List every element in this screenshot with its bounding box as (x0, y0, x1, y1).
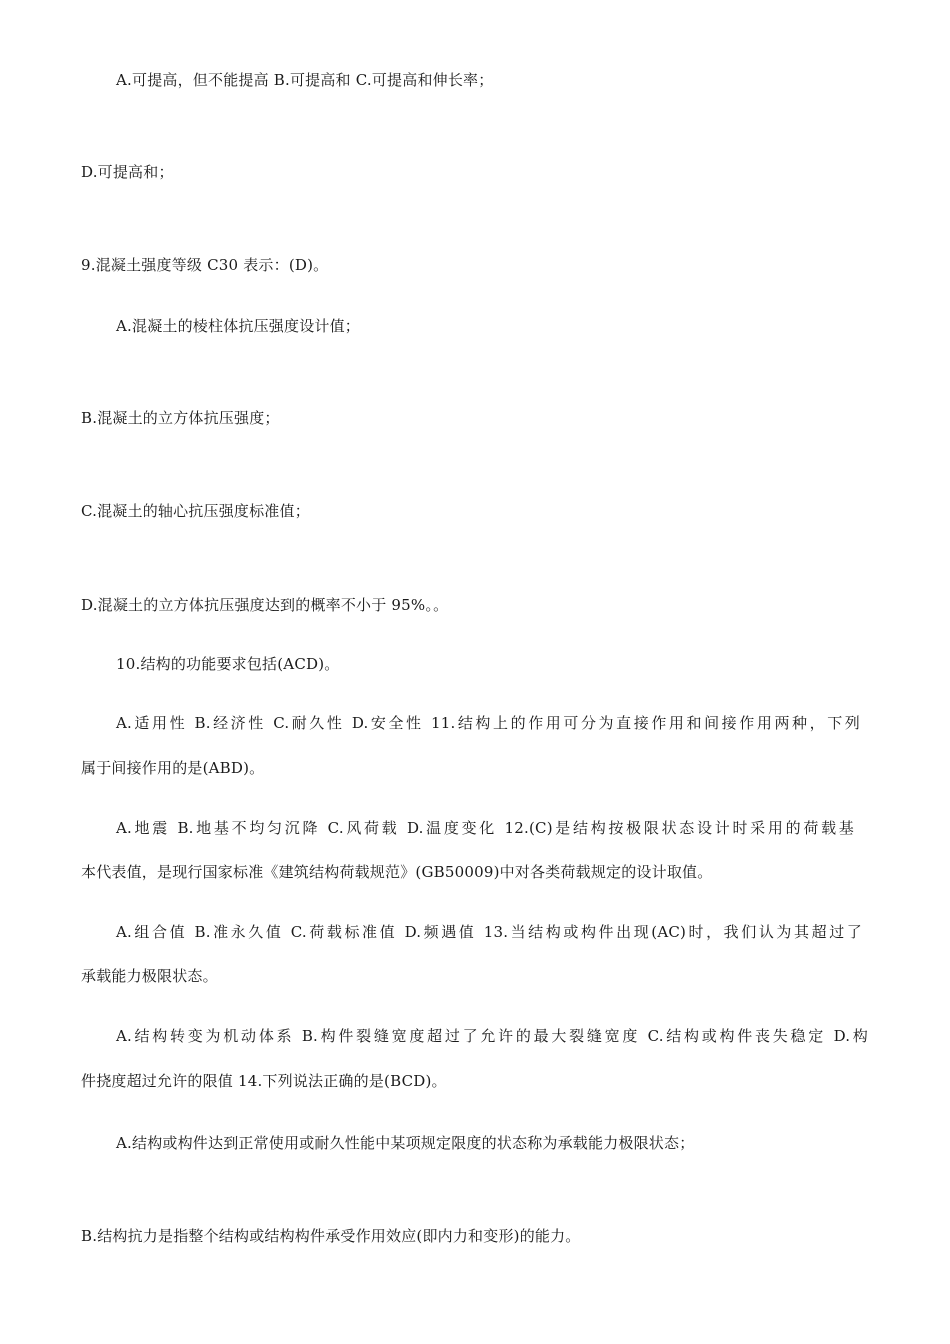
option-9c: C.混凝土的轴心抗压强度标准值； (81, 502, 310, 520)
option-9a: A.混凝土的棱柱体抗压强度设计值； (116, 317, 361, 335)
options-13-question-14: A.结构转变为机动体系 B.构件裂缝宽度超过了允许的最大裂缝宽度 C.结构或构件丧失稳定 D.构 (116, 1027, 868, 1045)
question-14-cont: 件挠度超过允许的限值 14.下列说法正确的是(BCD)。 (81, 1072, 447, 1090)
options-10-question-11: A.适用性 B.经济性 C.耐久性 D.安全性 11.结构上的作用可分为直接作用和间接作用两种，下列 (116, 714, 860, 732)
text-line-2: D.可提高和； (81, 163, 174, 181)
question-11-cont: 属于间接作用的是(ABD)。 (81, 759, 265, 777)
options-12-question-13: A.组合值 B.准永久值 C.荷载标准值 D.频遇值 13.当结构或构件出现(AC)时，我们认为其超过了 (116, 923, 862, 941)
option-9d: D.混凝土的立方体抗压强度达到的概率不小于 95%。。 (81, 596, 449, 614)
question-12-cont: 本代表值，是现行国家标准《建筑结构荷载规范》(GB50009)中对各类荷载规定的设计取值。 (81, 863, 713, 881)
options-11-question-12: A.地震 B.地基不均匀沉降 C.风荷载 D.温度变化 12.(C)是结构按极限状态设计时采用的荷载基 (116, 819, 854, 837)
option-14a: A.结构或构件达到正常使用或耐久性能中某项规定限度的状态称为承载能力极限状态； (116, 1134, 695, 1152)
option-14b: B.结构抗力是指整个结构或结构构件承受作用效应(即内力和变形)的能力。 (81, 1227, 581, 1245)
question-10: 10.结构的功能要求包括(ACD)。 (116, 655, 340, 673)
question-13-cont: 承载能力极限状态。 (81, 967, 218, 985)
text-line-1: A.可提高，但不能提高 B.可提高和 C.可提高和伸长率； (116, 71, 494, 89)
question-9: 9.混凝土强度等级 C30 表示：(D)。 (81, 256, 329, 274)
option-9b: B.混凝土的立方体抗压强度； (81, 409, 280, 427)
